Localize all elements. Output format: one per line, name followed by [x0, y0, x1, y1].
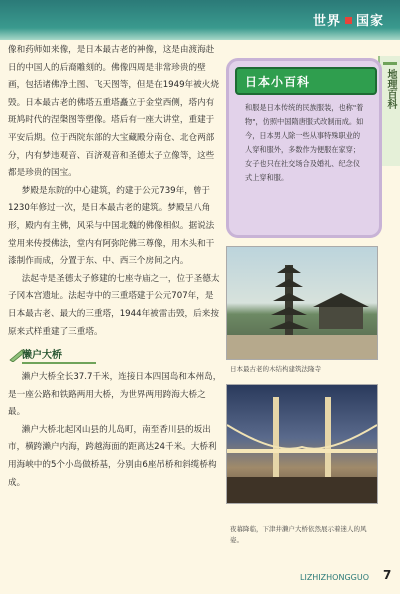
info-box	[226, 58, 382, 238]
page-number: 7	[383, 568, 392, 582]
section-title-right: 国家	[355, 14, 384, 29]
side-tab-label: 地理百科	[385, 69, 396, 109]
subheading-label: 濑户大桥	[22, 350, 62, 362]
subheading-underline	[22, 362, 96, 364]
info-box-body: 和服是日本传统的民族服装，也称"着物"，仿照中国隋唐服式改制而成。如今，日本男人除一些从事特殊职业的人穿和服外，多数作为便服在家穿；女子也只在社交场合及婚礼、纪念仪式上穿和服。	[245, 103, 364, 182]
info-box-header	[235, 67, 377, 95]
footer-code: LIZHIZHONGGUO	[300, 573, 369, 582]
paragraph-5: 濑户大桥北起冈山县的儿岛町，南至香川县的坂出市，横跨濑户内海，跨越海面的距离达24千米。大桥利用海峡中的5个小岛做桥基，分别由6座吊桥和斜缆桥构成。	[8, 424, 217, 488]
subheading	[8, 346, 222, 366]
red-square-icon	[345, 17, 352, 24]
photo-caption-1: 日本最古老的木结构建筑法隆寺	[230, 365, 321, 373]
section-title-left: 世界	[312, 14, 341, 29]
bridge-photo	[226, 384, 378, 504]
bridge-illustration	[227, 385, 377, 503]
paragraph-4: 濑户大桥全长37.7千米，连接日本四国岛和本州岛，是一座公路和铁路两用大桥，为世界两用跨海大桥之最。	[8, 372, 222, 418]
header-bar	[0, 0, 400, 40]
side-tab-bar	[383, 62, 397, 65]
paragraph-2: 梦殿是东院的中心建筑，约建于公元739年，曾于1230年修过一次，是日本最古老的建筑。梦殿呈八角形，殿内有主佛，风采与中国北魏的佛像相似。据说法堂用来传授佛法，堂内有阿弥陀佛三尊像，用木头和干漆制作而成，分置于东、中、西三个房间之内。	[8, 185, 215, 267]
paragraph-3: 法起寺是圣德太子修建的七座寺庙之一，位于圣德太子冈本宫遗址。法起寺中的三重塔建于公元707年，是日本最古老、最大的三重塔，1944年被雷击毁，后来按原来式样重建了三重塔。	[8, 273, 220, 337]
temple-illustration	[227, 247, 377, 359]
section-title	[313, 10, 384, 29]
temple-photo	[226, 246, 378, 360]
info-box-title: 日本小百科	[245, 75, 311, 89]
main-text	[8, 42, 222, 492]
photo-caption-2: 夜幕降临，下津井濑户大桥依然展示着迷人的风姿。	[230, 525, 367, 544]
paragraph-1: 像和药师如来像，是日本最古老的神像，这是由渡海赴日的中国人的后裔雕刻的。佛像四周是非常珍贵的壁画，包括诸佛净土图、飞天图等，但是在1949年被火烧毁。日本最古老的佛塔五重塔矗立于金堂西侧，塔内有斑鸠时代的涅槃图等塑像。塔后有一座大讲堂，重建于平安后期。位于西院东部的大宝藏殿分南仓、北仓两部分，内有梦违观音、百济观音和圣德太子立像等，这些都是珍贵的国宝。	[8, 45, 219, 179]
